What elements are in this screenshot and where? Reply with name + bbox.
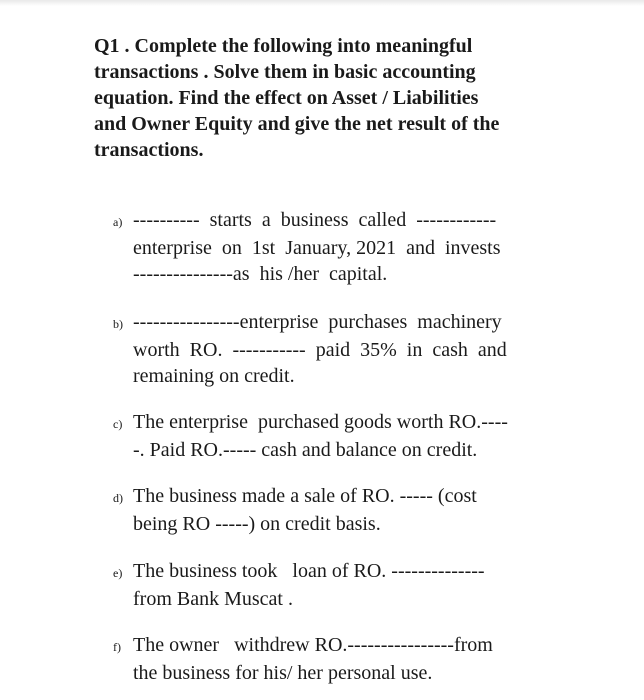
item-marker: d): [113, 491, 123, 505]
question-line: and Owner Equity and give the net result of the: [94, 113, 500, 135]
item-marker: f): [113, 640, 121, 654]
item-line: The business made a sale of RO. ----- (cost: [133, 485, 477, 507]
item-line: ---------------as his /her capital.: [133, 263, 388, 285]
question-line: transactions . Solve them in basic accounting: [94, 61, 476, 83]
item-marker: e): [113, 566, 123, 580]
item-line: worth RO. ----------- paid 35% in cash and: [133, 339, 507, 361]
transaction-item-e: [113, 558, 485, 612]
item-line: from Bank Muscat .: [133, 588, 293, 610]
item-line: The business took loan of RO. --------------: [133, 560, 485, 582]
item-line: enterprise on 1st January, 2021 and invests: [133, 237, 501, 259]
item-marker: a): [113, 215, 123, 229]
transaction-item-a: [113, 207, 501, 287]
item-line: The owner withdrew RO.----------------from: [133, 634, 493, 656]
transaction-item-c: [113, 409, 508, 463]
top-edge-shadow: [0, 0, 644, 6]
transaction-item-b: [113, 309, 507, 389]
transaction-item-f: [113, 632, 493, 686]
question-text: [94, 33, 564, 163]
item-line: being RO -----) on credit basis.: [133, 513, 381, 535]
question-line: equation. Find the effect on Asset / Liabilities: [94, 87, 479, 109]
item-line: the business for his/ her personal use.: [133, 662, 433, 684]
item-line: -. Paid RO.----- cash and balance on credit.: [133, 439, 478, 461]
item-line: ---------- starts a business called ------------: [133, 209, 497, 231]
question-line: transactions.: [94, 139, 204, 161]
item-line: remaining on credit.: [133, 365, 295, 387]
item-marker: c): [113, 417, 123, 431]
item-marker: b): [113, 317, 123, 331]
question-line: Q1 . Complete the following into meaningful: [94, 35, 473, 57]
item-line: ----------------enterprise purchases machinery: [133, 311, 502, 333]
transaction-item-d: [113, 483, 477, 537]
item-line: The enterprise purchased goods worth RO.----: [133, 411, 508, 433]
